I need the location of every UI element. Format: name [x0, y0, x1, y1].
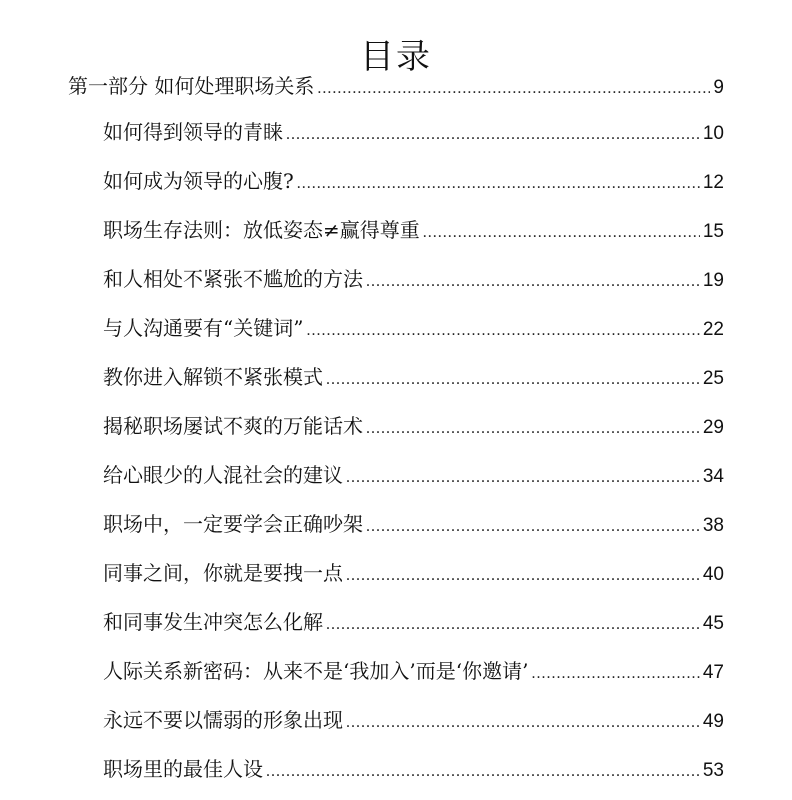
toc-entry-title: 永远不要以懦弱的形象出现: [103, 708, 343, 732]
toc-entry-title: 职场里的最佳人设: [103, 757, 263, 781]
toc-entry-page: 22: [702, 319, 724, 340]
toc-entry-page: 47: [702, 662, 724, 683]
dot-leader: [531, 651, 699, 697]
toc-entry-page: 9: [713, 77, 724, 98]
dot-leader: [306, 308, 699, 354]
dot-leader: [326, 602, 700, 648]
toc-entry-title: 与人沟通要有“关键词”: [103, 316, 304, 340]
toc-entry[interactable]: [0, 746, 792, 795]
toc-entry-part-1[interactable]: [0, 63, 792, 109]
dot-leader: [317, 66, 710, 112]
dot-leader: [297, 161, 700, 207]
toc-entry-title: 如何得到领导的青睐: [103, 120, 283, 144]
toc-entry-page: 49: [702, 711, 724, 732]
toc-entry-page: 34: [702, 466, 724, 487]
toc-entry-title: 如何成为领导的心腹?: [103, 169, 294, 193]
toc-entry-title: 职场中，一定要学会正确吵架: [103, 512, 363, 536]
toc-entry[interactable]: [0, 158, 792, 207]
table-of-contents: [0, 63, 792, 795]
dot-leader: [346, 553, 700, 599]
toc-entry[interactable]: [0, 354, 792, 403]
toc-entry-page: 15: [702, 221, 724, 242]
toc-entry[interactable]: [0, 599, 792, 648]
toc-entry-page: 19: [702, 270, 724, 291]
toc-entry[interactable]: [0, 256, 792, 305]
toc-entry-page: 29: [702, 417, 724, 438]
dot-leader: [346, 455, 700, 501]
dot-leader: [366, 504, 700, 550]
toc-entry-page: 12: [702, 172, 724, 193]
toc-entry-page: 40: [702, 564, 724, 585]
dot-leader: [286, 112, 700, 158]
toc-entry[interactable]: [0, 697, 792, 746]
toc-entry-page: 38: [702, 515, 724, 536]
dot-leader: [366, 259, 700, 305]
toc-entry-page: 25: [702, 368, 724, 389]
dot-leader: [326, 357, 700, 403]
toc-entry[interactable]: [0, 501, 792, 550]
toc-entry-title: 给心眼少的人混社会的建议: [103, 463, 343, 487]
dot-leader: [366, 406, 700, 452]
toc-entry-page: 10: [702, 123, 724, 144]
toc-entry[interactable]: [0, 403, 792, 452]
toc-entry[interactable]: [0, 109, 792, 158]
page-title: 目录: [360, 36, 432, 77]
toc-entry-title: 教你进入解锁不紧张模式: [103, 365, 323, 389]
dot-leader: [266, 749, 700, 795]
toc-entry-title: 和同事发生冲突怎么化解: [103, 610, 323, 634]
toc-entry-title: 和人相处不紧张不尴尬的方法: [103, 267, 363, 291]
toc-entry[interactable]: [0, 452, 792, 501]
dot-leader: [346, 700, 700, 746]
toc-entry-title: 揭秘职场屡试不爽的万能话术: [103, 414, 363, 438]
toc-entry-page: 53: [702, 760, 724, 781]
toc-entry-page: 45: [702, 613, 724, 634]
toc-entry-title: 人际关系新密码：从来不是‘我加入’而是‘你邀请’: [103, 659, 529, 683]
toc-entry-title: 同事之间，你就是要拽一点: [103, 561, 343, 585]
toc-entry[interactable]: [0, 550, 792, 599]
toc-entry-title: 职场生存法则：放低姿态≠赢得尊重: [103, 218, 420, 242]
toc-entry[interactable]: [0, 305, 792, 354]
toc-entry[interactable]: [0, 648, 792, 697]
toc-entry-title: 第一部分 如何处理职场关系: [68, 74, 315, 98]
toc-entry[interactable]: [0, 207, 792, 256]
dot-leader: [423, 210, 700, 256]
